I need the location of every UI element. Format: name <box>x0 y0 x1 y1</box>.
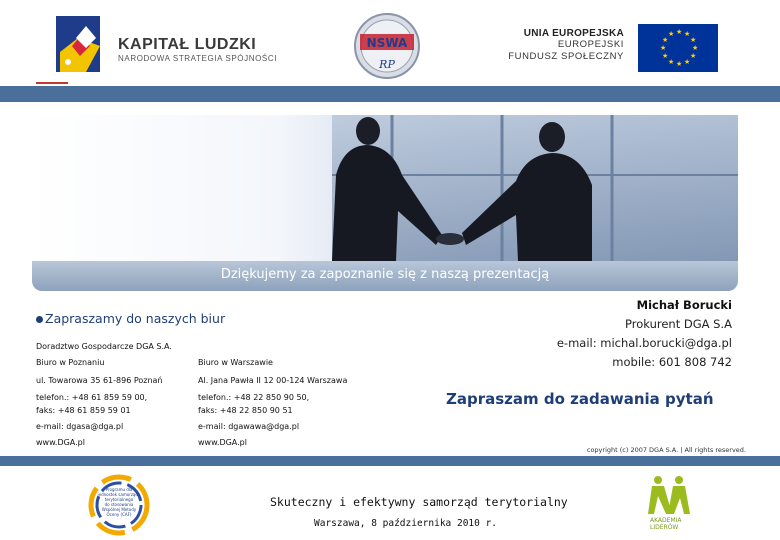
company-name: Doradztwo Gospodarcze DGA S.A. <box>36 342 172 351</box>
caf-line-5: Wspólnej Metody <box>101 507 137 512</box>
top-band <box>0 86 780 102</box>
warszawa-fax: faks: +48 22 850 90 51 <box>198 406 293 415</box>
conference-slogan: Skuteczny i efektywny samorząd terytorialny <box>270 495 568 509</box>
akademia-line-2: LIDERÓW <box>650 524 679 531</box>
svg-text:★: ★ <box>676 60 683 68</box>
eu-flag-icon <box>638 24 718 72</box>
ue-line-2: FUNDUSZ SPOŁECZNY <box>508 51 624 62</box>
conference-date: Warszawa, 8 października 2010 r. <box>314 518 498 529</box>
contact-email[interactable]: e-mail: michal.borucki@dga.pl <box>556 336 732 350</box>
warszawa-office-title: Biuro w Warszawie <box>198 358 273 367</box>
warszawa-address: Al. Jana Pawła II 12 00-124 Warszawa <box>198 376 348 385</box>
kapital-ludzki-subtitle: NARODOWA STRATEGIA SPÓJNOŚCI <box>118 54 278 63</box>
warszawa-email[interactable]: e-mail: dgawawa@dga.pl <box>198 422 300 431</box>
caf-line-4: do stosowania <box>104 502 134 507</box>
contact-name: Michał Borucki <box>636 298 732 312</box>
akademia-text <box>650 517 682 531</box>
header <box>0 0 780 86</box>
svg-text:★: ★ <box>668 58 675 66</box>
nswa-emblem <box>348 12 426 80</box>
svg-text:★: ★ <box>676 28 683 36</box>
handshake-image <box>32 115 738 261</box>
svg-text:★: ★ <box>668 30 675 38</box>
caf-line-1: Programu dla <box>105 487 133 492</box>
ue-text-block <box>508 28 624 63</box>
invite-heading <box>36 311 225 326</box>
caf-line-2: jednostek samorządu <box>97 492 141 497</box>
kapital-ludzki-title: KAPITAŁ LUDZKI <box>118 36 257 53</box>
invite-text: Zapraszamy do naszych biur <box>45 311 226 326</box>
ue-line-1: EUROPEJSKI <box>557 39 624 50</box>
warszawa-phone: telefon.: +48 22 850 90 50, <box>198 393 310 402</box>
divider <box>36 82 68 84</box>
poznan-phone: telefon.: +48 61 859 59 00, <box>36 393 148 402</box>
poznan-fax: faks: +48 61 859 59 01 <box>36 406 131 415</box>
bottom-band <box>0 456 780 466</box>
warszawa-www[interactable]: www.DGA.pl <box>198 438 247 447</box>
poznan-office-title: Biuro w Poznaniu <box>36 358 105 367</box>
nswa-text: NSWA <box>366 36 408 50</box>
bullet-icon <box>36 316 43 323</box>
contact-mobile: mobile: 601 808 742 <box>612 355 732 369</box>
questions-invite: Zapraszam do zadawania pytań <box>446 390 714 408</box>
caf-line-6: Oceny (CAF) <box>106 512 132 517</box>
poznan-address: ul. Towarowa 35 61-896 Poznań <box>36 376 163 385</box>
svg-text:★: ★ <box>684 30 691 38</box>
kapital-ludzki-logo <box>56 16 106 74</box>
poznan-www[interactable]: www.DGA.pl <box>36 438 85 447</box>
akademia-line-1: AKADEMIA <box>650 517 682 524</box>
ue-title: UNIA EUROPEJSKA <box>523 28 624 39</box>
caption-bar <box>32 261 738 291</box>
caf-line-3: terytorialnego <box>104 497 134 502</box>
nswa-sub: RP <box>379 58 395 71</box>
svg-text:★: ★ <box>690 52 697 60</box>
thank-you-caption: Dziękujemy za zapoznanie się z naszą prezentacją <box>220 267 550 282</box>
svg-text:★: ★ <box>692 44 699 52</box>
svg-text:★: ★ <box>690 36 697 44</box>
poznan-email[interactable]: e-mail: dgasa@dga.pl <box>36 422 124 431</box>
contact-block <box>557 296 732 372</box>
svg-text:★: ★ <box>684 58 691 66</box>
copyright: copyright (c) 2007 DGA S.A. | All rights reserved. <box>586 446 746 454</box>
handshake-photo <box>32 115 738 261</box>
svg-text:★: ★ <box>660 44 667 52</box>
svg-text:★: ★ <box>662 52 669 60</box>
caf-program-logo <box>80 474 158 536</box>
svg-text:★: ★ <box>662 36 669 44</box>
contact-role: Prokurent DGA S.A <box>625 317 732 331</box>
